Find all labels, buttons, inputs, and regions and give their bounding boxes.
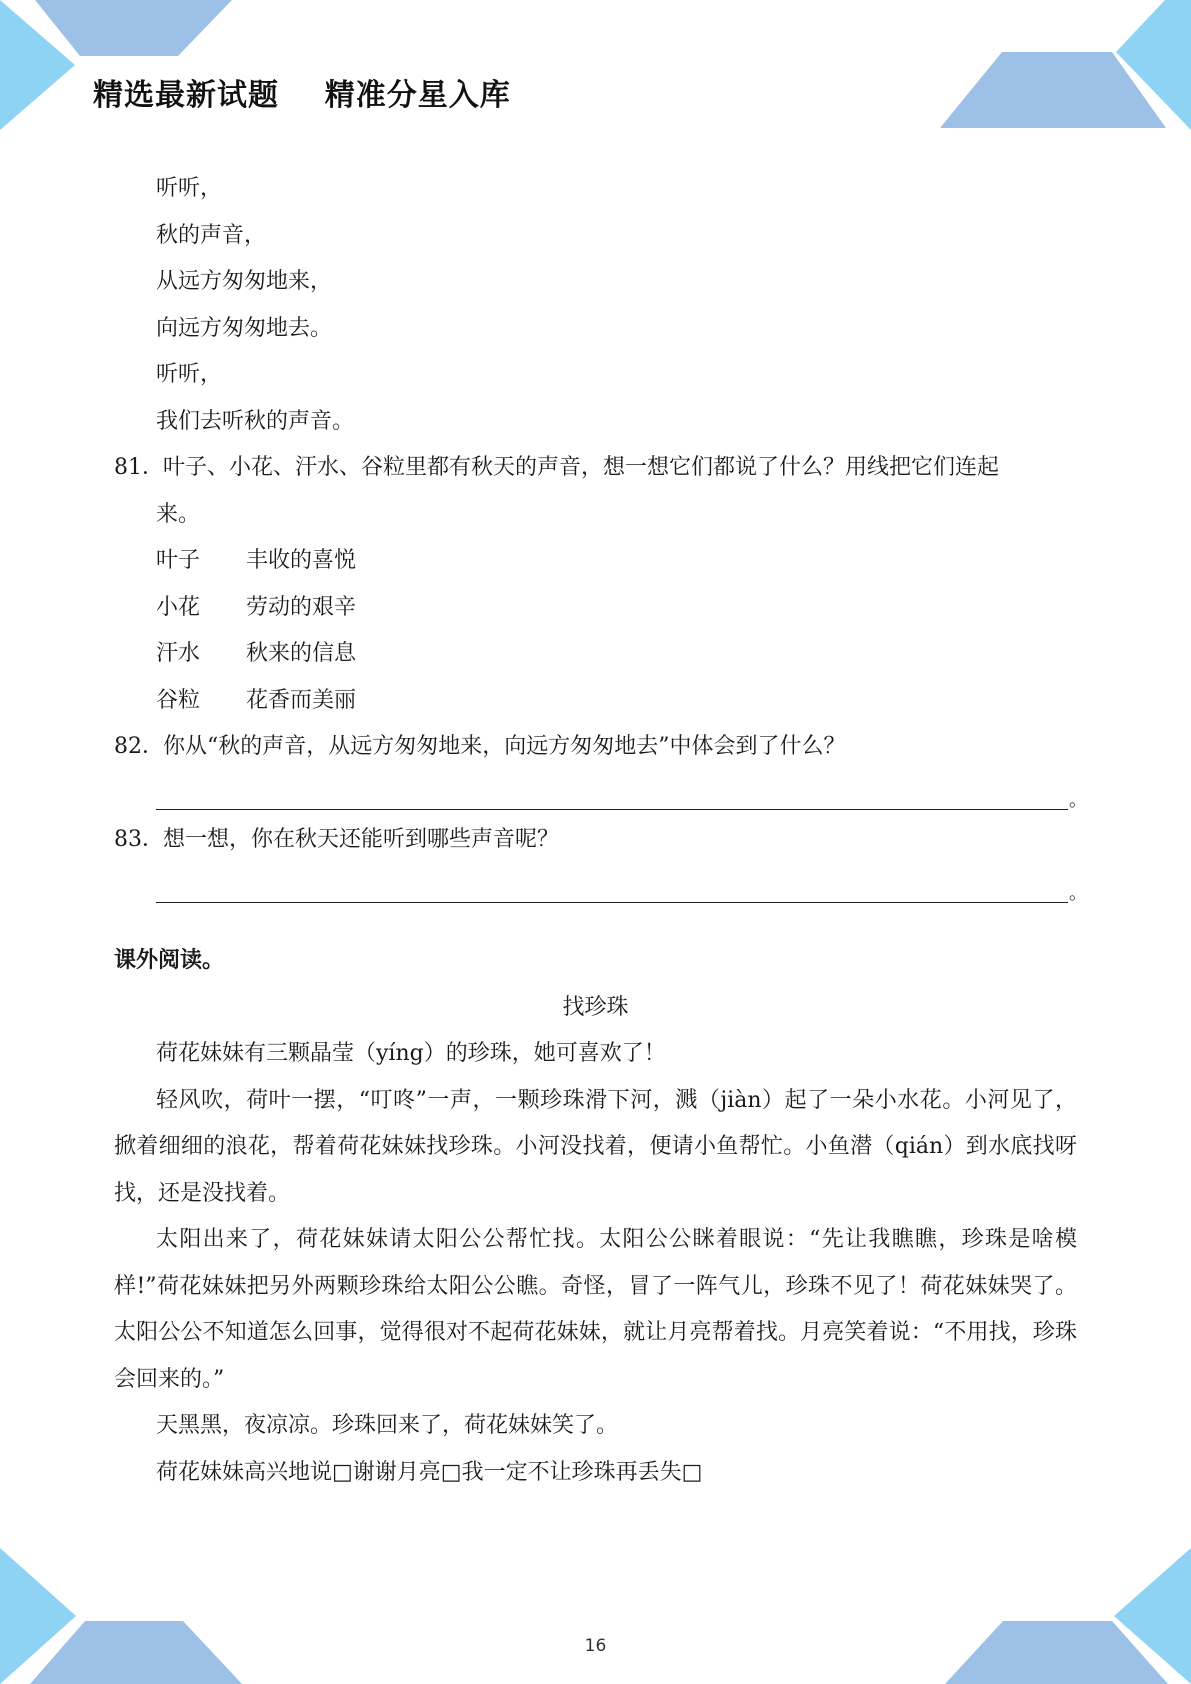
- question-text: 想一想，你在秋天还能听到哪些声音呢？: [163, 827, 560, 852]
- page-number: 16: [584, 1636, 607, 1656]
- answer-row: [156, 771, 1087, 818]
- match-row: [114, 538, 1077, 585]
- question-number: 81．: [114, 455, 164, 480]
- top-right-triangle: [1116, 0, 1191, 130]
- question-text: 你从“秋的声音，从远方匆匆地来，向远方匆匆地去”中体会到了什么？: [163, 734, 846, 759]
- match-right-item[interactable]: 丰收的喜悦: [246, 548, 357, 573]
- story: [114, 985, 1077, 1497]
- question-text: 叶子、小花、汗水、谷粒里都有秋天的声音，想一想它们都说了什么？用线把它们连起: [163, 455, 1000, 480]
- match-left-item[interactable]: 汗水: [156, 641, 201, 666]
- poem-line: 听听，: [156, 362, 223, 387]
- poem-line: 从远方匆匆地来，: [156, 269, 333, 294]
- poem-line: 我们去听秋的声音。: [156, 408, 355, 434]
- poem-line: 秋的声音，: [156, 222, 267, 248]
- story-paragraph: 太阳出来了，荷花妹妹请太阳公公帮忙找。太阳公公眯着眼说：“先让我瞧瞧，珍珠是啥模样!”荷花妹妹把另外两颗珍珠给太阳公公瞧。奇怪，冒了一阵气儿，珍珠不见了！荷花妹妹哭了。太阳公公不知道怎么回事，觉得很对不起荷花妹妹，就让月亮帮着找。月亮笑着说：“不用找，珍珠会回来的。”: [114, 1227, 1077, 1392]
- match-row: [114, 678, 1077, 725]
- match-row: [114, 631, 1077, 678]
- match-row: [114, 585, 1077, 632]
- story-title: 找珍珠: [562, 994, 629, 1020]
- match-right-item[interactable]: 劳动的艰辛: [246, 594, 357, 620]
- match-left-item[interactable]: 小花: [156, 594, 201, 620]
- question-number: 83．: [114, 827, 164, 852]
- question-text-continued: 来。: [156, 501, 201, 527]
- match-left-item[interactable]: 谷粒: [156, 687, 201, 713]
- question-81: [114, 445, 1077, 724]
- header-title: 精选最新试题 精准分星入库: [93, 78, 511, 113]
- section-gap: [114, 910, 1077, 938]
- story-paragraph: 轻风吹，荷叶一摆，“叮咚”一声，一颗珍珠滑下河，溅（jiàn）起了一朵小水花。小河见了，掀着细细的浪花，帮着荷花妹妹找珍珠。小河没找着，便请小鱼帮忙。小鱼潜（qián）到水底找呀找，还是没找着。: [114, 1087, 1077, 1206]
- story-paragraph: 荷花妹妹高兴地说□谢谢月亮□我一定不让珍珠再丢失□: [156, 1459, 703, 1485]
- story-paragraph: 荷花妹妹有三颗晶莹（yíng）的珍珠，她可喜欢了！: [156, 1041, 666, 1066]
- section-title: 课外阅读。: [114, 948, 225, 973]
- match-left-item[interactable]: 叶子: [156, 548, 201, 573]
- answer-blank-line[interactable]: [156, 902, 1068, 903]
- poem-excerpt: [114, 166, 1077, 445]
- poem-line: 听听，: [156, 176, 223, 201]
- answer-end-mark: 。: [1069, 882, 1087, 904]
- answer-row: [156, 864, 1087, 911]
- page-content: [114, 166, 1087, 1496]
- match-right-item[interactable]: 秋来的信息: [246, 641, 357, 666]
- match-right-item[interactable]: 花香而美丽: [246, 687, 357, 713]
- answer-end-mark: 。: [1069, 789, 1087, 811]
- bottom-right-triangle: [1114, 1548, 1191, 1684]
- question-number: 82．: [114, 734, 164, 759]
- top-left-trapezoid: [35, 0, 232, 56]
- bottom-left-triangle: [0, 1548, 76, 1684]
- question-83: [114, 817, 1087, 910]
- story-paragraph: 天黑黑，夜凉凉。珍珠回来了，荷花妹妹笑了。: [156, 1413, 619, 1438]
- top-right-trapezoid: [940, 52, 1166, 128]
- poem-line: 向远方匆匆地去。: [156, 315, 333, 341]
- top-left-triangle: [0, 0, 75, 130]
- answer-blank-line[interactable]: [156, 809, 1068, 810]
- question-82: [114, 724, 1087, 817]
